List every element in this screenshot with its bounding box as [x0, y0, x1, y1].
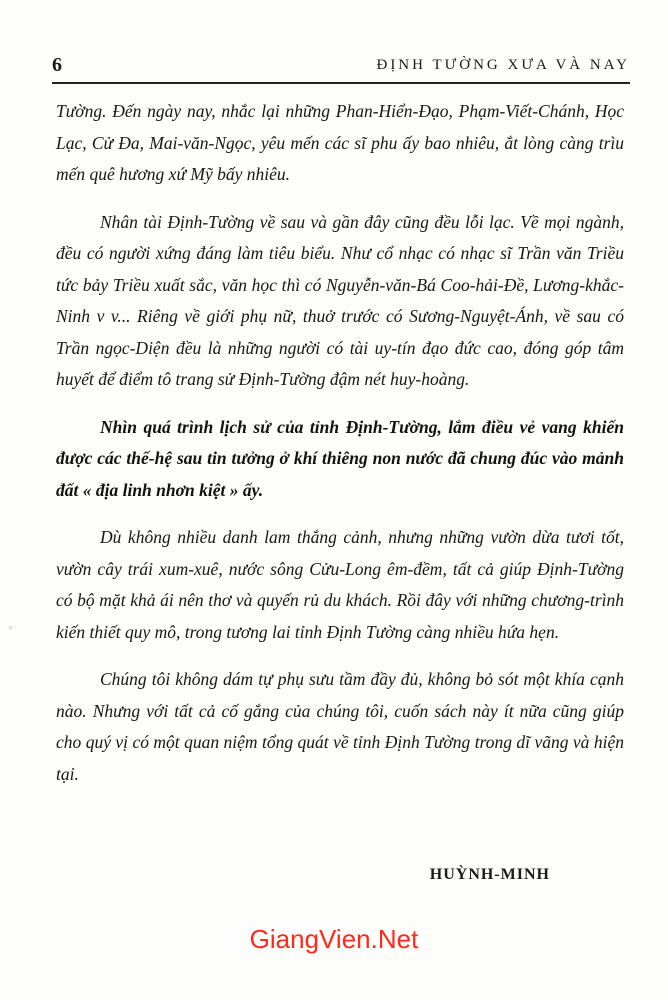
author-signature: HUỲNH-MINH: [429, 866, 550, 883]
paragraph-2: Nhân tài Định-Tường về sau và gần đây cũng đều lỗi lạc. Về mọi ngành, đều có người xứng đáng làm tiêu biểu. Như cổ nhạc có nhạc sĩ Trần văn Triều tức bảy Triều xuất sắc, văn học thì có Nguyễn-văn-Bá Coo-hải-Đề, Lương-khắc-Ninh v v... Riêng về giới phụ nữ, thuở trước có Sương-Nguyệt-Ánh, về sau có Trần ngọc-Diện đều là những người có tài uy-tín đạo đức cao, đóng góp tâm huyết để điểm tô trang sử Định-Tường đậm nét huy-hoàng.: [56, 211, 624, 389]
paragraph-3: Nhìn quá trình lịch sử của tỉnh Định-Tường, lắm điều vẻ vang khiến được các thế-hệ sau tin tưởng ở khí thiêng non nước đã chung đúc vào mảnh đất « địa linh nhơn kiệt » ấy.: [56, 416, 624, 500]
body-text: [56, 96, 624, 806]
paragraph-4: Dù không nhiều danh lam thắng cảnh, nhưng những vườn dừa tươi tốt, vườn cây trái xum-xuê, nước sông Cửu-Long êm-đềm, tất cả giúp Định-Tường có bộ mặt khả ái nên thơ và quyến rủ du khách. Rồi đây với những chương-trình kiến thiết quy mô, trong tương lai tỉnh Định Tường càng nhiều hứa hẹn.: [56, 527, 624, 642]
paragraph-5: Chúng tôi không dám tự phụ sưu tầm đầy đủ, không bỏ sót một khía cạnh nào. Nhưng với tất cả cố gắng của chúng tôi, cuốn sách này ít nữa cũng giúp cho quý vị có một quan niệm tổng quát về tỉnh Định Tường trong dĩ vãng và hiện tại.: [56, 669, 624, 784]
running-title: ĐỊNH TƯỜNG XƯA VÀ NAY: [376, 57, 630, 73]
watermark-text: GiangVien.Net: [249, 924, 419, 954]
margin-speck-icon: ◦: [8, 624, 14, 634]
paragraph-1: Tường. Đến ngày nay, nhắc lại những Phan-Hiển-Đạo, Phạm-Viết-Chánh, Học Lạc, Cử Đa, Mai-văn-Ngọc, yêu mến các sĩ phu ấy bao nhiêu, ắt lòng càng trìu mến quê hương xứ Mỹ bấy nhiêu.: [56, 101, 624, 184]
page-number: 6: [52, 54, 62, 76]
page-header: [52, 52, 630, 84]
